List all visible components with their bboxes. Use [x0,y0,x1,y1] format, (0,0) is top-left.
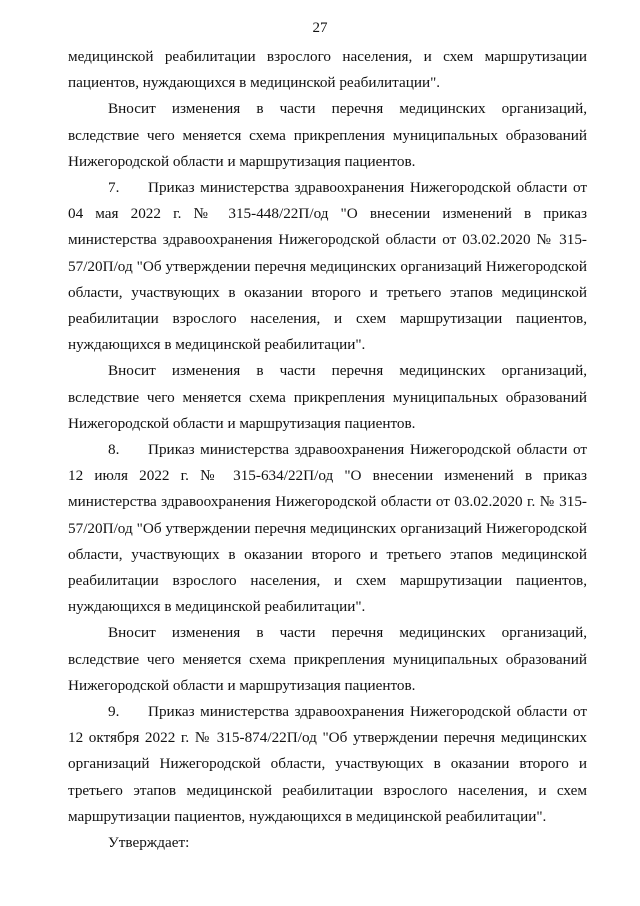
paragraph-continuation: медицинской реабилитации взрослого населения, и схем маршрутизации пациентов, нуждающихся в медицинской реабилитации". [68,48,587,92]
document-body [68,44,587,856]
page-number: 27 [312,20,328,36]
list-item-number: 8. [108,441,120,459]
paragraph-note: Вносит изменения в части перечня медицинских организаций, вследствие чего меняется схема прикрепления муниципальных образований Нижегородской области и маршрутизация пациентов. [68,362,587,432]
list-item-number: 9. [108,703,120,721]
list-item-9 [68,699,587,830]
list-item-8 [68,437,587,620]
list-item-text: Приказ министерства здравоохранения Нижегородской области от 12 июля 2022 г. № 315-634/22П/од "О внесении изменений в приказ министерства здравоохранения Нижегородской области от 03.02.2020 г. № 315-57/20П/од "Об утверждении перечня медицинских организаций Нижегородской области, участвующих в оказании второго и третьего этапов медицинской реабилитации взрослого населения, и схем маршрутизации пациентов, нуждающихся в медицинской реабилитации". [68,441,587,616]
paragraph-approves: Утверждает: [108,834,190,852]
paragraph-note: Вносит изменения в части перечня медицинских организаций, вследствие чего меняется схема прикрепления муниципальных образований Нижегородской области и маршрутизация пациентов. [68,100,587,170]
list-item-number: 7. [108,179,120,197]
list-item-7 [68,175,587,358]
list-item-text: Приказ министерства здравоохранения Нижегородской области от 12 октября 2022 г. № 315-874/22П/од "Об утверждении перечня медицинских организаций Нижегородской области, участвующих в оказании второго и третьего этапов медицинской реабилитации взрослого населения, и схем маршрутизации пациентов, нуждающихся в медицинской реабилитации". [68,703,587,825]
list-item-text: Приказ министерства здравоохранения Нижегородской области от 04 мая 2022 г. № 315-448/22П/од "О внесении изменений в приказ министерства здравоохранения Нижегородской области от 03.02.2020 № 315-57/20П/од "Об утверждении перечня медицинских организаций Нижегородской области, участвующих в оказании второго и третьего этапов медицинской реабилитации взрослого населения, и схем маршрутизации пациентов, нуждающихся в медицинской реабилитации". [68,179,587,354]
paragraph-note: Вносит изменения в части перечня медицинских организаций, вследствие чего меняется схема прикрепления муниципальных образований Нижегородской области и маршрутизация пациентов. [68,624,587,694]
